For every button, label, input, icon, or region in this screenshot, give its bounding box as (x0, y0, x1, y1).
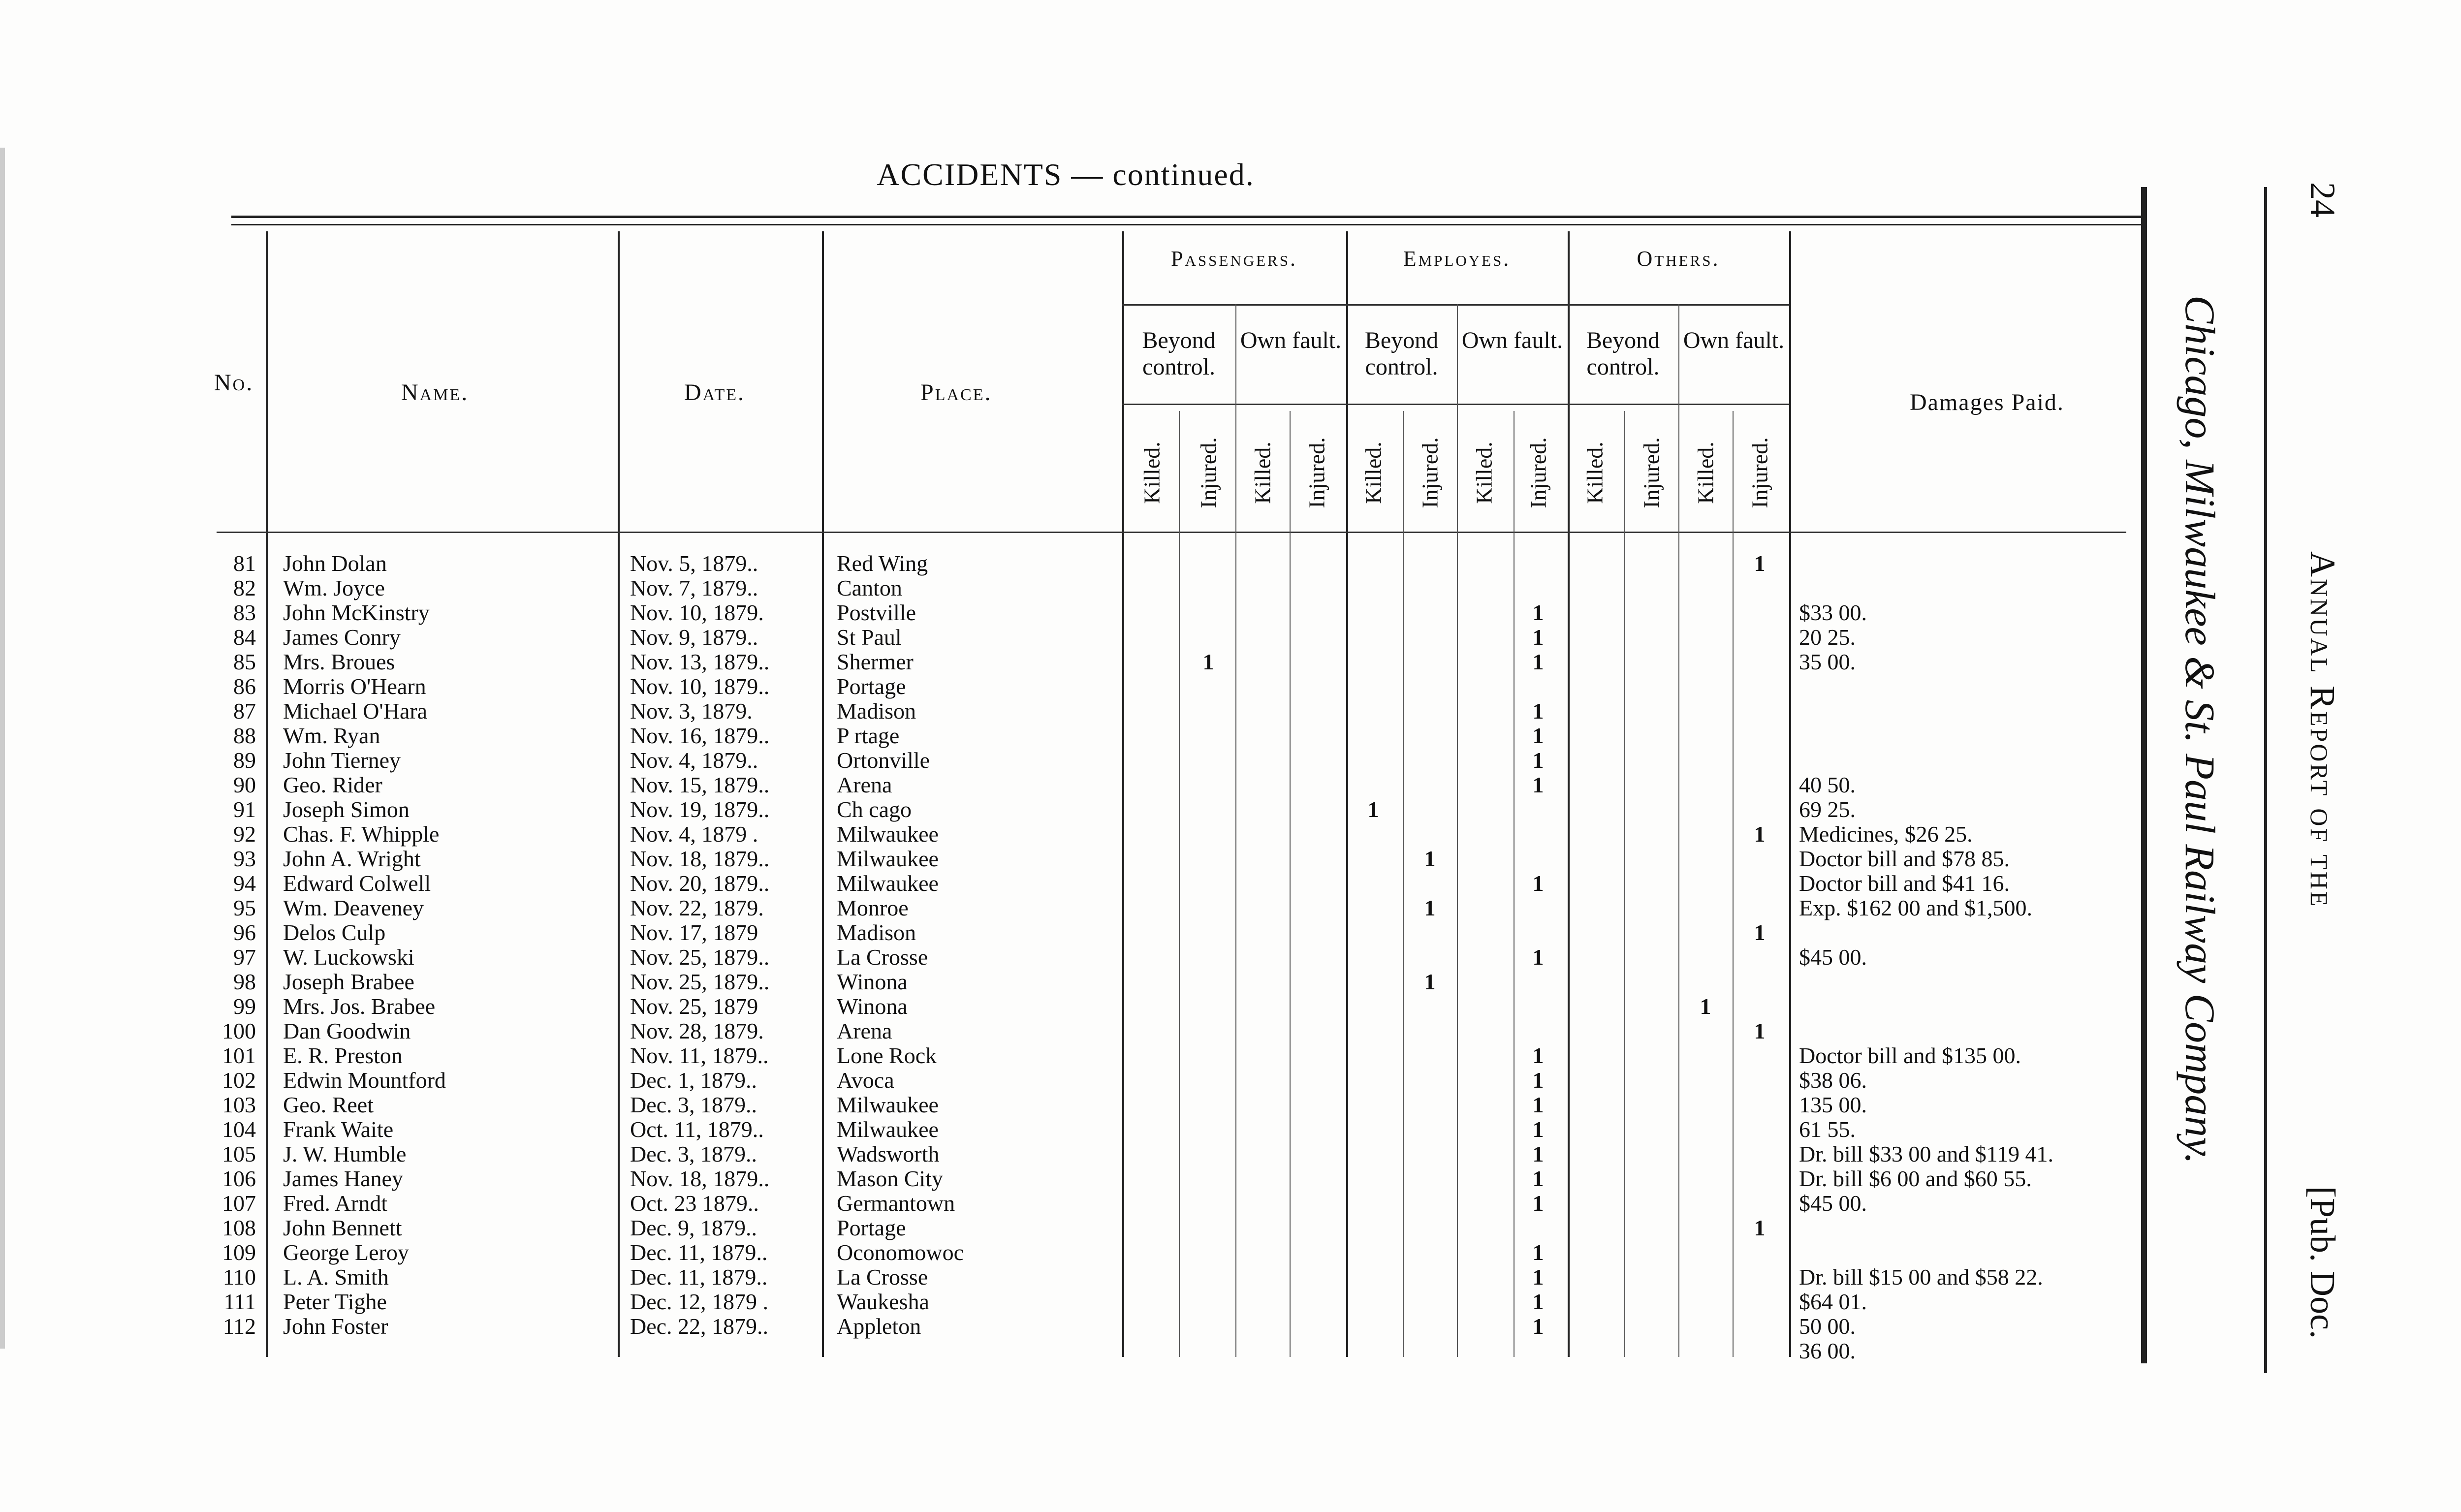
row-place: Wadsworth (837, 1142, 940, 1166)
row-date: Nov. 7, 1879.. (630, 576, 758, 600)
damages-cell: Doctor bill and $41 16. (1799, 871, 2010, 896)
table-row (0, 650, 2166, 674)
table-row (0, 970, 2166, 994)
damages-cell: $45 00. (1799, 945, 1867, 970)
row-name: Mrs. Broues (283, 650, 395, 674)
row-place: Waukesha (837, 1290, 929, 1314)
row-date: Nov. 25, 1879.. (630, 970, 770, 994)
table-row (0, 797, 2166, 822)
row-name: W. Luckowski (283, 945, 414, 970)
top-rule-2 (231, 224, 2141, 225)
table-row (0, 1290, 2166, 1314)
row-name: John A. Wright (283, 847, 421, 871)
row-date: Dec. 12, 1879 . (630, 1290, 769, 1314)
date-header: Date. (684, 379, 745, 406)
count-cell: 1 (1532, 723, 1544, 748)
row-place: Mason City (837, 1166, 943, 1191)
row-number: 101 (222, 1043, 256, 1068)
row-number: 94 (233, 871, 256, 896)
row-place: Monroe (837, 896, 909, 920)
count-cell: 1 (1367, 797, 1379, 822)
damages-cell: 35 00. (1799, 649, 1856, 674)
row-place: St Paul (837, 625, 902, 650)
row-date: Nov. 13, 1879.. (630, 650, 770, 674)
row-date: Dec. 3, 1879.. (630, 1093, 757, 1117)
count-cell: 1 (1532, 625, 1544, 650)
count-cell: 1 (1532, 1043, 1544, 1068)
row-place: Lone Rock (837, 1043, 937, 1068)
row-place: Germantown (837, 1191, 955, 1216)
count-cell: 1 (1754, 821, 1766, 847)
row-name: John McKinstry (283, 600, 430, 625)
row-date: Nov. 18, 1879.. (630, 847, 770, 871)
row-number: 100 (222, 1018, 256, 1043)
damages-cell: 20 25. (1799, 625, 1856, 650)
row-number: 84 (233, 625, 256, 650)
page-number: 24 (2303, 182, 2342, 218)
row-number: 105 (222, 1141, 256, 1166)
row-place: Appleton (837, 1314, 921, 1339)
injured-header: Injured. (1304, 437, 1329, 508)
row-name: E. R. Preston (283, 1043, 403, 1068)
row-number: 98 (233, 969, 256, 994)
no-header: No. (214, 370, 254, 396)
table-row (0, 1019, 2166, 1043)
row-date: Nov. 19, 1879.. (630, 797, 770, 822)
employes-header: Employes. (1403, 247, 1511, 271)
row-date: Nov. 25, 1879 (630, 994, 758, 1019)
row-number: 97 (233, 945, 256, 970)
others-header: Others. (1637, 247, 1720, 271)
damages-cell: Doctor bill and $78 85. (1799, 846, 2010, 871)
row-number: 95 (233, 895, 256, 920)
row-name: Geo. Reet (283, 1093, 374, 1117)
row-date: Nov. 10, 1879. (630, 600, 764, 625)
row-name: James Haney (283, 1166, 403, 1191)
injured-header: Injured. (1525, 437, 1551, 508)
row-number: 82 (233, 575, 256, 600)
row-date: Nov. 11, 1879.. (630, 1043, 769, 1068)
row-name: Delos Culp (283, 920, 386, 945)
table-row (0, 600, 2166, 625)
count-cell: 1 (1532, 1092, 1544, 1117)
row-place: La Crosse (837, 1265, 928, 1290)
row-date: Nov. 17, 1879 (630, 920, 758, 945)
subsection-rule (1122, 404, 1789, 405)
margin-rule-2 (2264, 187, 2267, 1373)
row-date: Oct. 23 1879.. (630, 1191, 759, 1216)
count-cell: 1 (1532, 1314, 1544, 1339)
row-number: 89 (233, 748, 256, 773)
running-head: Annual Report of the (2303, 551, 2342, 909)
injured-header: Injured. (1639, 437, 1664, 508)
damages-cell: Doctor bill and $135 00. (1799, 1043, 2021, 1068)
row-name: John Dolan (283, 551, 387, 576)
row-name: Michael O'Hara (283, 699, 428, 724)
injured-header: Injured. (1417, 437, 1443, 508)
count-cell: 1 (1532, 1240, 1544, 1265)
count-cell: 1 (1424, 895, 1436, 920)
damages-cell: $38 06. (1799, 1068, 1867, 1093)
count-cell: 1 (1754, 551, 1766, 576)
row-name: Edward Colwell (283, 871, 431, 896)
name-header: Name. (401, 379, 469, 406)
page-title: ACCIDENTS — continued. (877, 157, 1255, 192)
count-cell: 1 (1532, 1141, 1544, 1166)
table-row (0, 1265, 2166, 1290)
table-row (0, 1166, 2166, 1191)
row-place: Milwaukee (837, 847, 939, 871)
row-name: George Leroy (283, 1240, 409, 1265)
count-cell: 1 (1532, 871, 1544, 896)
row-number: 107 (222, 1191, 256, 1216)
row-number: 91 (233, 797, 256, 822)
injured-header: Injured. (1196, 437, 1221, 508)
row-date: Dec. 1, 1879.. (630, 1068, 757, 1093)
count-cell: 1 (1532, 1191, 1544, 1216)
count-cell: 1 (1532, 772, 1544, 797)
count-cell: 1 (1754, 1215, 1766, 1240)
table-row (0, 1216, 2166, 1240)
row-name: Fred. Arndt (283, 1191, 388, 1216)
row-date: Nov. 4, 1879.. (630, 748, 758, 773)
row-date: Nov. 5, 1879.. (630, 551, 758, 576)
count-cell: 1 (1424, 846, 1436, 871)
row-date: Dec. 22, 1879.. (630, 1314, 769, 1339)
margin-rule (2141, 187, 2147, 1363)
row-name: Wm. Joyce (283, 576, 385, 600)
count-cell: 1 (1700, 994, 1711, 1019)
injured-header: Injured. (1747, 437, 1772, 508)
row-name: Joseph Simon (283, 797, 410, 822)
killed-header: Killed. (1360, 441, 1386, 504)
row-name: Wm. Deaveney (283, 896, 424, 920)
table-row (0, 1117, 2166, 1142)
row-number: 81 (233, 551, 256, 576)
damages-cell: 50 00. (1799, 1314, 1856, 1339)
damages-cell: Exp. $162 00 and $1,500. (1799, 895, 2033, 920)
row-place: Portage (837, 674, 906, 699)
row-number: 111 (223, 1289, 256, 1314)
killed-header: Killed. (1250, 441, 1275, 504)
row-name: Morris O'Hearn (283, 674, 426, 699)
damages-cell: Dr. bill $33 00 and $119 41. (1799, 1141, 2054, 1166)
damages-cell: $45 00. (1799, 1191, 1867, 1216)
damages-cell: Medicines, $26 25. (1799, 821, 1973, 847)
row-number: 99 (233, 994, 256, 1019)
table-row (0, 847, 2166, 871)
row-name: L. A. Smith (283, 1265, 389, 1290)
count-cell: 1 (1532, 748, 1544, 773)
row-name: Frank Waite (283, 1117, 394, 1142)
damages-cell: 69 25. (1799, 797, 1856, 822)
damages-cell: 61 55. (1799, 1117, 1856, 1142)
count-cell: 1 (1532, 600, 1544, 625)
count-cell: 1 (1424, 969, 1436, 994)
table-row (0, 1339, 2166, 1363)
row-place: Milwaukee (837, 822, 939, 847)
count-cell: 1 (1532, 1264, 1544, 1290)
row-name: John Bennett (283, 1216, 402, 1240)
table-row (0, 822, 2166, 847)
table-row (0, 1142, 2166, 1166)
beyond-control-header: Beyond control. (1142, 327, 1216, 380)
row-place: Ortonville (837, 748, 930, 773)
row-place: Shermer (837, 650, 914, 674)
damages-cell: 135 00. (1799, 1092, 1867, 1117)
damages-cell: $64 01. (1799, 1289, 1867, 1314)
count-cell: 1 (1754, 920, 1766, 945)
row-date: Dec. 11, 1879.. (630, 1240, 768, 1265)
row-number: 90 (233, 772, 256, 797)
own-fault-header: Own fault. (1240, 327, 1342, 353)
damages-cell: Dr. bill $15 00 and $58 22. (1799, 1264, 2043, 1290)
row-name: Chas. F. Whipple (283, 822, 440, 847)
row-place: Canton (837, 576, 902, 600)
table-row (0, 576, 2166, 600)
row-name: John Tierney (283, 748, 401, 773)
row-number: 85 (233, 649, 256, 674)
row-place: Madison (837, 920, 916, 945)
table-row (0, 896, 2166, 920)
row-name: John Foster (283, 1314, 388, 1339)
row-name: Peter Tighe (283, 1290, 387, 1314)
row-place: P rtage (837, 724, 900, 748)
table-row (0, 994, 2166, 1019)
row-date: Dec. 11, 1879.. (630, 1265, 768, 1290)
beyond-control-header: Beyond control. (1586, 327, 1660, 380)
killed-header: Killed. (1693, 441, 1718, 504)
count-cell: 1 (1532, 698, 1544, 724)
row-place: Postville (837, 600, 916, 625)
table-row (0, 674, 2166, 699)
row-number: 87 (233, 698, 256, 724)
row-name: Mrs. Jos. Brabee (283, 994, 436, 1019)
row-number: 109 (222, 1240, 256, 1265)
row-place: Milwaukee (837, 871, 939, 896)
table-row (0, 920, 2166, 945)
count-cell: 1 (1532, 1068, 1544, 1093)
row-name: Edwin Mountford (283, 1068, 446, 1093)
row-number: 93 (233, 846, 256, 871)
row-place: Milwaukee (837, 1093, 939, 1117)
own-fault-header: Own fault. (1461, 327, 1563, 353)
own-fault-header: Own fault. (1683, 327, 1785, 353)
row-date: Nov. 15, 1879.. (630, 773, 770, 797)
pub-doc-label: [Pub. Doc. (2303, 1186, 2342, 1339)
table-row (0, 1191, 2166, 1216)
row-place: Red Wing (837, 551, 928, 576)
row-number: 86 (233, 674, 256, 699)
row-name: J. W. Humble (283, 1142, 407, 1166)
row-place: Ch cago (837, 797, 912, 822)
row-name: Geo. Rider (283, 773, 382, 797)
row-name: Wm. Ryan (283, 724, 380, 748)
table-row (0, 625, 2166, 650)
row-date: Nov. 28, 1879. (630, 1019, 764, 1043)
count-cell: 1 (1754, 1018, 1766, 1043)
row-place: Madison (837, 699, 916, 724)
table-row (0, 871, 2166, 896)
row-number: 88 (233, 723, 256, 748)
row-number: 83 (233, 600, 256, 625)
place-header: Place. (920, 379, 992, 406)
count-cell: 1 (1532, 1289, 1544, 1314)
row-date: Nov. 20, 1879.. (630, 871, 770, 896)
row-date: Nov. 10, 1879.. (630, 674, 770, 699)
row-number: 106 (222, 1166, 256, 1191)
table-row (0, 1240, 2166, 1265)
row-name: James Conry (283, 625, 401, 650)
row-name: Joseph Brabee (283, 970, 414, 994)
row-date: Nov. 4, 1879 . (630, 822, 758, 847)
row-number: 104 (222, 1117, 256, 1142)
row-place: Winona (837, 994, 908, 1019)
row-place: Winona (837, 970, 908, 994)
table-row (0, 1314, 2166, 1339)
row-place: Portage (837, 1216, 906, 1240)
damages-header: Damages Paid. (1910, 389, 2064, 415)
row-number: 108 (222, 1215, 256, 1240)
table-row (0, 1093, 2166, 1117)
count-cell: 1 (1532, 1117, 1544, 1142)
row-place: Arena (837, 773, 892, 797)
row-number: 112 (222, 1314, 256, 1339)
table-row (0, 551, 2166, 576)
table-row (0, 699, 2166, 724)
top-rule (231, 216, 2141, 218)
killed-header: Killed. (1139, 441, 1165, 504)
row-name: Dan Goodwin (283, 1019, 411, 1043)
row-place: Milwaukee (837, 1117, 939, 1142)
count-cell: 1 (1532, 649, 1544, 674)
row-number: 102 (222, 1068, 256, 1093)
table-row (0, 945, 2166, 970)
row-number: 96 (233, 920, 256, 945)
section-rule (1122, 304, 1789, 306)
row-date: Nov. 25, 1879.. (630, 945, 770, 970)
row-date: Nov. 22, 1879. (630, 896, 764, 920)
count-cell: 1 (1532, 945, 1544, 970)
row-number: 110 (222, 1264, 256, 1290)
row-date: Oct. 11, 1879.. (630, 1117, 764, 1142)
count-cell: 1 (1202, 649, 1214, 674)
row-number: 92 (233, 821, 256, 847)
row-date: Dec. 3, 1879.. (630, 1142, 757, 1166)
row-number: 103 (222, 1092, 256, 1117)
table-row (0, 1043, 2166, 1068)
passengers-header: Passengers. (1171, 247, 1297, 271)
damages-cell: 36 00. (1799, 1338, 1856, 1363)
damages-cell: Dr. bill $6 00 and $60 55. (1799, 1166, 2032, 1191)
row-date: Nov. 3, 1879. (630, 699, 753, 724)
count-cell: 1 (1532, 1166, 1544, 1191)
row-date: Dec. 9, 1879.. (630, 1216, 757, 1240)
table-row (0, 1068, 2166, 1093)
row-date: Nov. 9, 1879.. (630, 625, 758, 650)
table-row (0, 724, 2166, 748)
damages-cell: $33 00. (1799, 600, 1867, 625)
row-place: Avoca (837, 1068, 894, 1093)
table-row (0, 773, 2166, 797)
table-row (0, 748, 2166, 773)
killed-header: Killed. (1582, 441, 1608, 504)
company-name: Chicago, Milwaukee & St. Paul Railway Company. (2177, 295, 2224, 1165)
row-date: Nov. 18, 1879.. (630, 1166, 770, 1191)
row-place: Oconomowoc (837, 1240, 964, 1265)
row-date: Nov. 16, 1879.. (630, 724, 770, 748)
row-place: La Crosse (837, 945, 928, 970)
damages-cell: 40 50. (1799, 772, 1856, 797)
beyond-control-header: Beyond control. (1364, 327, 1439, 380)
killed-header: Killed. (1471, 441, 1497, 504)
row-place: Arena (837, 1019, 892, 1043)
